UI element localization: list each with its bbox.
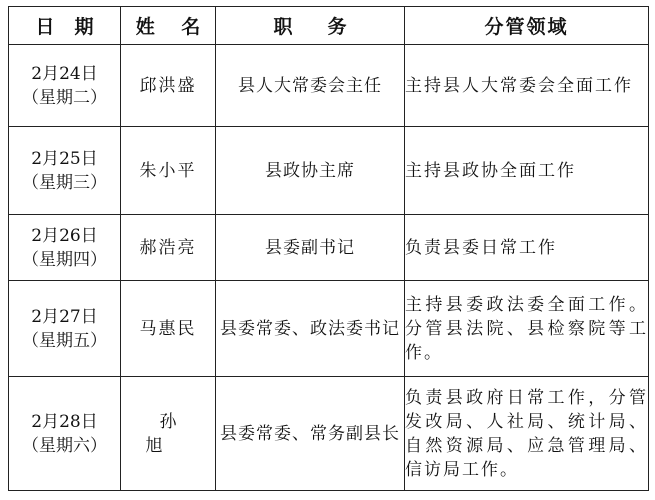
- table-row: [9, 45, 649, 127]
- weekday-text: （星期五）: [22, 330, 107, 351]
- header-date: 日期: [9, 7, 121, 45]
- header-position: 职 务: [216, 7, 405, 45]
- position-cell: 县委常委、常务副县长: [216, 377, 405, 491]
- name-cell: 朱小平: [121, 127, 216, 215]
- name-cell: 孙旭: [121, 377, 216, 491]
- position-cell: 县政协主席: [216, 127, 405, 215]
- responsibility-cell: 主持县政协全面工作: [405, 127, 649, 215]
- name-cell: 郝浩亮: [121, 215, 216, 281]
- date-text: 2月25日: [31, 148, 98, 169]
- date-text: 2月28日: [31, 411, 98, 432]
- weekday-text: （星期六）: [22, 435, 107, 456]
- weekday-text: （星期四）: [22, 249, 107, 270]
- name-cell: 马惠民: [121, 281, 216, 377]
- leader-schedule-table: [8, 6, 649, 491]
- position-cell: 县委副书记: [216, 215, 405, 281]
- date-text: 2月26日: [31, 225, 98, 246]
- date-cell: [9, 127, 121, 215]
- responsibility-cell: 负责县政府日常工作，分管发改局、人社局、统计局、自然资源局、应急管理局、信访局工作。: [405, 377, 649, 491]
- header-name: 姓 名: [121, 7, 216, 45]
- table-row: [9, 377, 649, 491]
- responsibility-cell: 负责县委日常工作: [405, 215, 649, 281]
- table-row: [9, 281, 649, 377]
- responsibility-cell: 主持县人大常委会全面工作: [405, 45, 649, 127]
- header-responsibility: 分管领域: [405, 7, 649, 45]
- table-row: [9, 215, 649, 281]
- weekday-text: （星期三）: [22, 172, 107, 193]
- date-cell: [9, 377, 121, 491]
- weekday-text: （星期二）: [22, 87, 107, 108]
- date-text: 2月24日: [31, 63, 98, 84]
- responsibility-cell: 主持县委政法委全面工作。分管县法院、县检察院等工作。: [405, 281, 649, 377]
- position-cell: 县委常委、政法委书记: [216, 281, 405, 377]
- date-cell: [9, 215, 121, 281]
- date-text: 2月27日: [31, 306, 98, 327]
- header-row: [9, 7, 649, 45]
- table-row: [9, 127, 649, 215]
- name-cell: 邱洪盛: [121, 45, 216, 127]
- date-cell: [9, 281, 121, 377]
- position-cell: 县人大常委会主任: [216, 45, 405, 127]
- date-cell: [9, 45, 121, 127]
